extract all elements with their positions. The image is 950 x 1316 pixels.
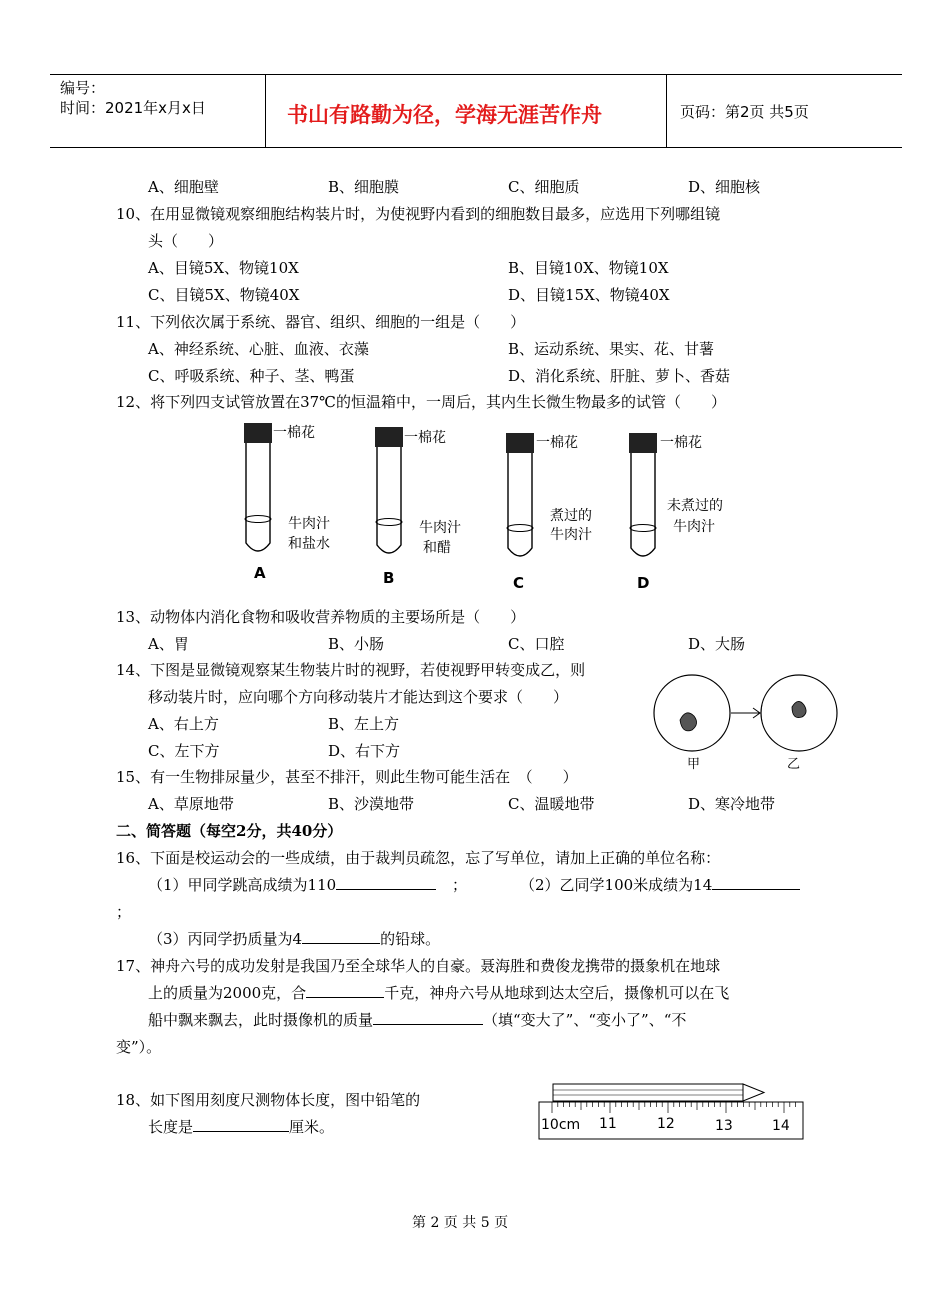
tube-a-content-line2: 和盐水 xyxy=(288,536,330,552)
header-page-info: 页码：第2页 共5页 xyxy=(680,103,809,121)
tube-c-letter: C xyxy=(513,574,525,592)
q16-part3-end: 的铅球。 xyxy=(380,930,441,948)
q10-option-b: B、目镜10X、物镜10X xyxy=(508,259,669,277)
tube-d-content-line1: 未煮过的 xyxy=(667,498,723,514)
q12-stem: 12、将下列四支试管放置在37℃的恒温箱中，一周后，其内生长微生物最多的试管（ ） xyxy=(116,393,726,411)
q15-option-d: D、寒冷地带 xyxy=(688,795,776,813)
q10-option-c: C、目镜5X、物镜40X xyxy=(148,286,300,304)
q13-option-a: A、胃 xyxy=(148,635,189,653)
q16-blank-3[interactable] xyxy=(302,943,380,944)
q17-line2 xyxy=(148,984,729,1002)
ruler-label-11: 11 xyxy=(599,1116,617,1132)
tube-d-cotton-label: 一棉花 xyxy=(660,435,702,451)
q17-line3-b: （填“变大了”、“变小了”、“不 xyxy=(483,1011,687,1029)
q11-option-a: A、神经系统、心脏、血液、衣藻 xyxy=(148,340,369,358)
tube-d-letter: D xyxy=(637,574,650,592)
q14-option-b: B、左上方 xyxy=(328,715,400,733)
specimen-jia xyxy=(680,713,697,731)
q16-blank-1[interactable] xyxy=(336,889,436,890)
q9-option-a: A、细胞壁 xyxy=(148,178,219,196)
microscope-views-figure xyxy=(652,665,852,780)
q17-blank-1[interactable] xyxy=(306,997,384,998)
tube-c xyxy=(506,433,592,592)
tube-c-cotton-label: 一棉花 xyxy=(536,435,578,451)
tube-b-cotton-label: 一棉花 xyxy=(404,430,446,446)
tube-b xyxy=(375,427,461,587)
view-jia-circle xyxy=(654,675,730,751)
header-divider-right xyxy=(666,74,667,147)
q15-stem: 15、有一生物排尿量少，甚至不排汗，则此生物可能生活在 （ ） xyxy=(116,768,578,786)
q18-line2-b: 厘米。 xyxy=(289,1118,335,1136)
tube-b-content-line2: 和醋 xyxy=(423,540,451,556)
q17-line2-b: 千克，神舟六号从地球到达太空后，摄像机可以在飞 xyxy=(384,984,730,1002)
q13-stem: 13、动物体内消化食物和吸收营养物质的主要场所是（ ） xyxy=(116,608,526,626)
q14-option-d: D、右下方 xyxy=(328,742,401,760)
footer-page: 第 2 页 共 5 页 xyxy=(412,1215,509,1231)
q16-part3-text: （3）丙同学扔质量为4 xyxy=(148,930,303,948)
header-top-rule xyxy=(50,74,902,75)
header-time-label: 时间：2021年x月x日 xyxy=(60,99,206,117)
q10-stem-line1: 10、在用显微镜观察细胞结构装片时，为使视野内看到的细胞数目最多，应选用下列哪组镜 xyxy=(116,205,721,223)
q10-option-d: D、目镜15X、物镜40X xyxy=(508,286,670,304)
q10-stem-line2: 头（ ） xyxy=(148,232,224,250)
q13-option-c: C、口腔 xyxy=(508,635,565,653)
q17-line4: 变”）。 xyxy=(116,1038,162,1056)
q11-option-b: B、运动系统、果实、花、甘薯 xyxy=(508,340,715,358)
q11-option-c: C、呼吸系统、种子、茎、鸭蛋 xyxy=(148,367,355,385)
q17-line3-a: 船中飘来飘去，此时摄像机的质量 xyxy=(148,1011,374,1029)
header-bottom-rule xyxy=(50,147,902,148)
tube-a-cotton-label: 一棉花 xyxy=(273,425,315,441)
q17-line1: 17、神舟六号的成功发射是我国乃至全球华人的自豪。聂海胜和费俊龙携带的摄象机在地球 xyxy=(116,957,721,975)
tube-b-letter: B xyxy=(383,569,395,587)
q15-option-a: A、草原地带 xyxy=(148,795,234,813)
tube-c-content-line2: 牛肉汁 xyxy=(550,527,592,543)
ruler xyxy=(539,1102,803,1139)
q16-part2-text: （2）乙同学100米成绩为14 xyxy=(520,876,713,894)
test-tubes-figure xyxy=(0,415,950,615)
q15-option-b: B、沙漠地带 xyxy=(328,795,415,813)
specimen-yi xyxy=(792,701,806,717)
tube-b-content-line1: 牛肉汁 xyxy=(419,520,461,536)
view-yi-label: 乙 xyxy=(787,757,801,772)
q16-part1-line xyxy=(148,876,436,894)
header-motto: 书山有路勤为径，学海无涯苦作舟 xyxy=(287,102,602,127)
ruler-label-10: 10cm xyxy=(541,1117,581,1133)
q16-part1-end: ； xyxy=(452,876,468,894)
q17-blank-2[interactable] xyxy=(373,1024,483,1025)
q14-option-c: C、左下方 xyxy=(148,742,220,760)
q15-option-c: C、温暖地带 xyxy=(508,795,595,813)
q11-stem: 11、下列依次属于系统、器官、组织、细胞的一组是（ ） xyxy=(116,313,526,331)
q16-part1-text: （1）甲同学跳高成绩为110 xyxy=(148,876,337,894)
q16-part2-end: ； xyxy=(116,903,132,921)
q9-option-b: B、细胞膜 xyxy=(328,178,400,196)
q18-line1: 18、如下图用刻度尺测物体长度，图中铅笔的 xyxy=(116,1091,421,1109)
tube-d xyxy=(629,433,723,592)
q13-option-d: D、大肠 xyxy=(688,635,746,653)
q16-part2-line xyxy=(520,876,800,894)
q10-option-a: A、目镜5X、物镜10X xyxy=(148,259,299,277)
tube-a-letter: A xyxy=(254,564,266,582)
tube-d-content-line2: 牛肉汁 xyxy=(673,519,715,535)
tube-c-content-line1: 煮过的 xyxy=(550,508,592,524)
ruler-label-12: 12 xyxy=(657,1116,675,1132)
q17-line3 xyxy=(148,1011,686,1029)
tube-a-content-line1: 牛肉汁 xyxy=(288,516,330,532)
q16-part3-line xyxy=(148,930,440,948)
q13-option-b: B、小肠 xyxy=(328,635,385,653)
pencil xyxy=(553,1084,764,1101)
q9-option-d: D、细胞核 xyxy=(688,178,761,196)
view-jia-label: 甲 xyxy=(687,757,701,772)
q16-blank-2[interactable] xyxy=(712,889,800,890)
q14-option-a: A、右上方 xyxy=(148,715,219,733)
q11-option-d: D、消化系统、肝脏、萝卜、香菇 xyxy=(508,367,731,385)
ruler-label-14: 14 xyxy=(772,1118,790,1134)
q16-stem: 16、下面是校运动会的一些成绩，由于裁判员疏忽，忘了写单位，请加上正确的单位名称： xyxy=(116,849,721,867)
q18-line2 xyxy=(148,1118,334,1136)
q17-line2-a: 上的质量为2000克，合 xyxy=(148,984,307,1002)
q9-option-c: C、细胞质 xyxy=(508,178,580,196)
header-number-label: 编号： xyxy=(60,79,106,97)
header-divider-left xyxy=(265,74,266,147)
q14-stem-line2: 移动装片时，应向哪个方向移动装片才能达到这个要求（ ） xyxy=(148,688,569,706)
q18-line2-a: 长度是 xyxy=(148,1118,194,1136)
ruler-pencil-figure xyxy=(538,1082,808,1142)
q18-blank-1[interactable] xyxy=(193,1131,289,1132)
q14-stem-line1: 14、下图是显微镜观察某生物装片时的视野，若使视野甲转变成乙，则 xyxy=(116,661,586,679)
tube-a xyxy=(244,423,330,582)
section2-title: 二、简答题（每空2分，共40分） xyxy=(116,822,343,840)
ruler-label-13: 13 xyxy=(715,1118,733,1134)
